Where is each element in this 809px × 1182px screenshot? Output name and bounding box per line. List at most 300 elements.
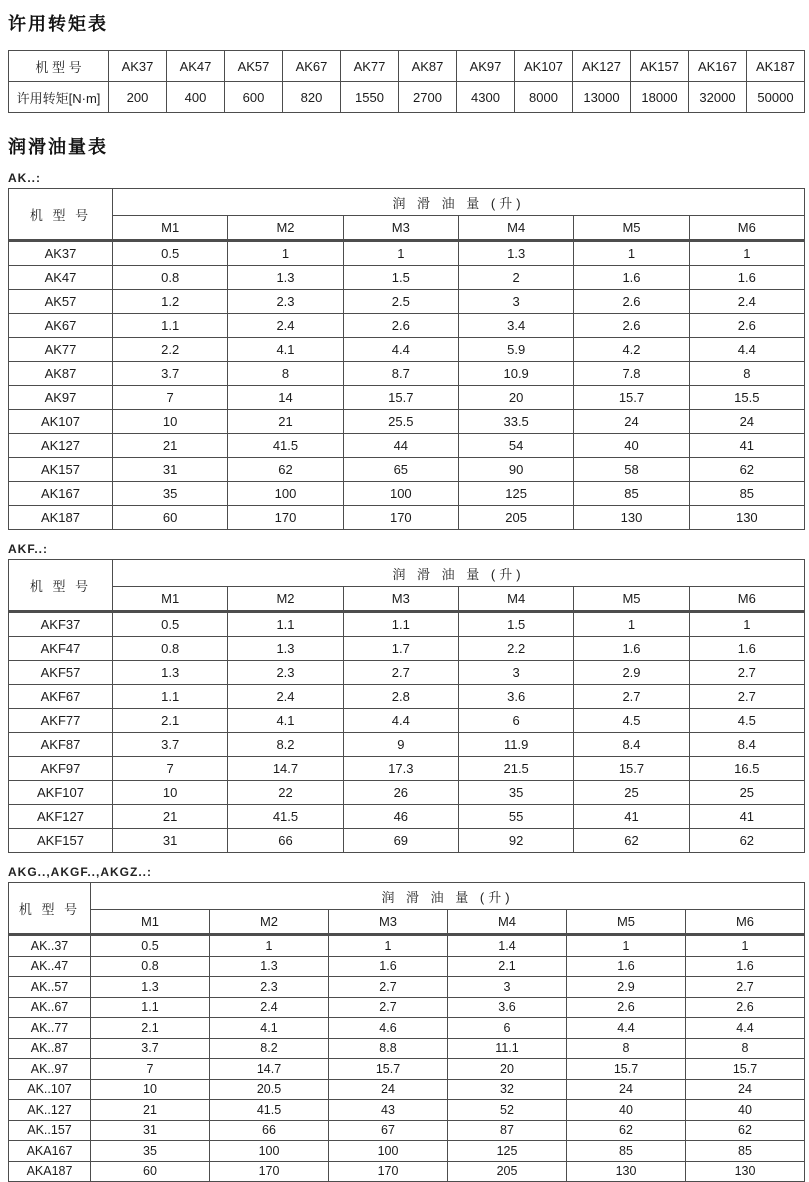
oil-value-cell: 2.7 [689,661,804,685]
oil-table-row [9,410,805,434]
oil-table-row [9,733,805,757]
torque-value-cell: 4300 [457,82,515,113]
oil-value-cell: 4.5 [574,709,689,733]
oil-value-cell: 2.9 [574,661,689,685]
oil-value-cell: 100 [343,482,458,506]
model-cell: AK187 [9,506,113,530]
oil-table-row [9,266,805,290]
model-cell: AK..37 [9,935,91,957]
oil-table-row [9,977,805,998]
oil-value-cell: 170 [228,506,343,530]
oil-value-cell: 25.5 [343,410,458,434]
oil-value-cell: 2.3 [210,977,329,998]
oil-value-cell: 2.7 [329,997,448,1018]
oil-value-cell: 0.5 [91,935,210,957]
oil-value-cell: 16.5 [689,757,804,781]
torque-value-cell: 50000 [747,82,805,113]
oil-value-cell: 1.3 [458,241,573,266]
oil-value-cell: 8 [689,362,804,386]
oil-value-cell: 2.4 [228,314,343,338]
model-cell: AK..107 [9,1079,91,1100]
oil-value-cell: 85 [686,1141,805,1162]
oil-value-cell: 35 [113,482,228,506]
oil-value-cell: 170 [343,506,458,530]
oil-value-cell: 205 [458,506,573,530]
torque-value-cell: 2700 [399,82,457,113]
oil-value-cell: 85 [567,1141,686,1162]
oil-value-cell: 69 [343,829,458,853]
model-cell: AK..157 [9,1120,91,1141]
oil-value-cell: 2 [458,266,573,290]
m-column-header: M2 [210,910,329,935]
oil-table-row [9,1120,805,1141]
oil-value-cell: 1.5 [343,266,458,290]
oil-value-cell: 92 [458,829,573,853]
model-cell: AK37 [9,241,113,266]
oil-value-cell: 54 [458,434,573,458]
oil-value-cell: 1.3 [228,266,343,290]
oil-value-cell: 100 [228,482,343,506]
model-cell: AK97 [9,386,113,410]
oil-value-cell: 2.7 [689,685,804,709]
oil-value-cell: 130 [686,1161,805,1182]
oil-tables-container [8,171,805,1182]
oil-value-cell: 100 [210,1141,329,1162]
oil-table-row [9,1141,805,1162]
oil-value-cell: 2.6 [574,290,689,314]
oil-value-cell: 41 [689,805,804,829]
oil-value-cell: 62 [228,458,343,482]
oil-value-cell: 24 [329,1079,448,1100]
oil-table-row [9,482,805,506]
oil-value-cell: 8 [686,1038,805,1059]
oil-value-cell: 62 [574,829,689,853]
oil-table-row [9,314,805,338]
oil-value-cell: 31 [91,1120,210,1141]
model-cell: AK..127 [9,1100,91,1121]
torque-table [8,50,805,113]
oil-value-cell: 87 [448,1120,567,1141]
torque-value-cell: 600 [225,82,283,113]
model-cell: AKF47 [9,637,113,661]
torque-model-row-label: 机 型 号 [9,51,109,82]
oil-value-cell: 31 [113,458,228,482]
oil-value-cell: 205 [448,1161,567,1182]
oil-value-cell: 0.8 [113,266,228,290]
m-column-header: M2 [228,587,343,612]
torque-model-cell: AK107 [515,51,573,82]
oil-value-cell: 1.1 [113,314,228,338]
oil-value-cell: 125 [458,482,573,506]
oil-value-cell: 4.4 [689,338,804,362]
oil-value-cell: 4.5 [689,709,804,733]
oil-value-cell: 1.6 [574,637,689,661]
oil-value-cell: 8 [567,1038,686,1059]
oil-value-cell: 35 [458,781,573,805]
model-cell: AK..47 [9,956,91,977]
torque-value-cell: 8000 [515,82,573,113]
oil-table [8,559,805,853]
model-cell: AK..67 [9,997,91,1018]
oil-value-cell: 2.3 [228,661,343,685]
oil-value-cell: 2.4 [228,685,343,709]
oil-value-cell: 41.5 [228,805,343,829]
m-column-header: M2 [228,216,343,241]
oil-table-subtitle: AKF..: [8,542,48,556]
oil-value-cell: 41 [574,805,689,829]
oil-table-row [9,612,805,637]
oil-value-cell: 40 [686,1100,805,1121]
oil-value-cell: 1 [689,241,804,266]
oil-value-cell: 15.7 [343,386,458,410]
torque-value-row [9,82,805,113]
oil-table-row [9,757,805,781]
model-cell: AKF157 [9,829,113,853]
oil-value-cell: 40 [567,1100,686,1121]
torque-value-cell: 200 [109,82,167,113]
oil-table-row [9,386,805,410]
oil-table-row [9,338,805,362]
oil-value-cell: 21 [91,1100,210,1121]
oil-table-row [9,709,805,733]
oil-value-cell: 14.7 [228,757,343,781]
oil-value-cell: 1.2 [113,290,228,314]
oil-table-row [9,506,805,530]
oil-value-cell: 4.1 [228,338,343,362]
oil-value-cell: 9 [343,733,458,757]
oil-value-cell: 60 [113,506,228,530]
oil-value-cell: 130 [567,1161,686,1182]
oil-value-cell: 2.7 [343,661,458,685]
oil-value-cell: 2.2 [458,637,573,661]
oil-value-cell: 1.1 [343,612,458,637]
oil-value-cell: 43 [329,1100,448,1121]
oil-value-cell: 130 [574,506,689,530]
model-cell: AK47 [9,266,113,290]
oil-value-cell: 66 [228,829,343,853]
oil-value-cell: 11.1 [448,1038,567,1059]
model-cell: AK..97 [9,1059,91,1080]
oil-value-cell: 44 [343,434,458,458]
oil-value-cell: 2.7 [329,977,448,998]
oil-value-cell: 1.6 [689,637,804,661]
oil-table-row [9,781,805,805]
oil-value-cell: 1 [567,935,686,957]
model-cell: AKF107 [9,781,113,805]
oil-value-cell: 8.7 [343,362,458,386]
torque-model-cell: AK67 [283,51,341,82]
oil-value-cell: 8.4 [689,733,804,757]
oil-value-cell: 4.4 [343,709,458,733]
oil-value-cell: 15.7 [329,1059,448,1080]
oil-value-cell: 3.6 [458,685,573,709]
oil-value-cell: 1 [329,935,448,957]
oil-value-cell: 62 [686,1120,805,1141]
oil-value-cell: 62 [689,829,804,853]
oil-value-cell: 10 [91,1079,210,1100]
oil-value-cell: 1.1 [91,997,210,1018]
oil-value-cell: 40 [574,434,689,458]
oil-value-cell: 4.1 [228,709,343,733]
oil-value-cell: 41.5 [228,434,343,458]
oil-table-row [9,637,805,661]
oil-value-cell: 0.8 [91,956,210,977]
oil-value-cell: 21 [113,805,228,829]
oil-value-cell: 6 [458,709,573,733]
oil-value-cell: 4.6 [329,1018,448,1039]
oil-value-cell: 21.5 [458,757,573,781]
oil-value-cell: 2.7 [686,977,805,998]
m-column-header: M3 [329,910,448,935]
oil-table-row [9,997,805,1018]
oil-table-row [9,434,805,458]
oil-value-cell: 3 [458,290,573,314]
oil-table-row [9,935,805,957]
oil-value-cell: 11.9 [458,733,573,757]
oil-value-cell: 1 [228,241,343,266]
model-cell: AKA187 [9,1161,91,1182]
oil-table-row [9,805,805,829]
oil-value-cell: 3.7 [113,362,228,386]
oil-table [8,882,805,1182]
oil-value-cell: 10.9 [458,362,573,386]
oil-value-cell: 10 [113,781,228,805]
oil-value-cell: 14.7 [210,1059,329,1080]
oil-value-cell: 15.7 [686,1059,805,1080]
oil-header-row-m [9,216,805,241]
oil-value-cell: 15.5 [689,386,804,410]
oil-value-cell: 3.7 [113,733,228,757]
oil-value-cell: 7 [113,757,228,781]
oil-value-cell: 2.6 [686,997,805,1018]
oil-value-cell: 4.4 [343,338,458,362]
oil-header-row-m [9,910,805,935]
oil-value-cell: 52 [448,1100,567,1121]
torque-model-cell: AK57 [225,51,283,82]
oil-value-cell: 85 [574,482,689,506]
oil-value-cell: 41.5 [210,1100,329,1121]
m-column-header: M5 [574,587,689,612]
oil-value-cell: 4.4 [686,1018,805,1039]
oil-value-cell: 15.7 [574,757,689,781]
model-cell: AKF97 [9,757,113,781]
torque-value-cell: 400 [167,82,225,113]
oil-value-cell: 4.4 [567,1018,686,1039]
model-cell: AKF87 [9,733,113,757]
oil-value-cell: 14 [228,386,343,410]
oil-value-cell: 21 [113,434,228,458]
oil-value-cell: 1.6 [574,266,689,290]
oil-value-cell: 55 [458,805,573,829]
oil-value-cell: 2.1 [448,956,567,977]
model-cell: AK..57 [9,977,91,998]
oil-value-cell: 15.7 [567,1059,686,1080]
oil-value-cell: 1 [686,935,805,957]
torque-model-row [9,51,805,82]
oil-value-cell: 1.6 [689,266,804,290]
oil-value-cell: 2.2 [113,338,228,362]
oil-header-row-m [9,587,805,612]
oil-value-cell: 22 [228,781,343,805]
oil-value-cell: 2.3 [228,290,343,314]
oil-value-cell: 1 [210,935,329,957]
oil-table-row [9,829,805,853]
oil-value-cell: 100 [329,1141,448,1162]
oil-value-cell: 33.5 [458,410,573,434]
model-header-cell: 机 型 号 [9,189,113,241]
oil-table-row [9,1018,805,1039]
oil-value-cell: 20 [448,1059,567,1080]
oil-table-row [9,1079,805,1100]
model-cell: AK157 [9,458,113,482]
oil-value-cell: 8.2 [210,1038,329,1059]
m-column-header: M1 [113,216,228,241]
torque-value-cell: 1550 [341,82,399,113]
oil-value-cell: 35 [91,1141,210,1162]
oil-table-row [9,362,805,386]
torque-model-cell: AK127 [573,51,631,82]
torque-model-cell: AK187 [747,51,805,82]
m-column-header: M5 [567,910,686,935]
m-column-header: M1 [113,587,228,612]
model-cell: AKF67 [9,685,113,709]
oil-table-row [9,241,805,266]
oil-value-cell: 7.8 [574,362,689,386]
oil-value-cell: 1 [574,241,689,266]
oil-value-cell: 41 [689,434,804,458]
oil-value-cell: 170 [329,1161,448,1182]
oil-value-cell: 1.5 [458,612,573,637]
oil-value-cell: 2.4 [210,997,329,1018]
oil-value-cell: 5.9 [458,338,573,362]
oil-value-cell: 4.2 [574,338,689,362]
oil-value-cell: 0.5 [113,612,228,637]
oil-value-cell: 2.5 [343,290,458,314]
m-column-header: M6 [689,587,804,612]
oil-value-cell: 1.3 [228,637,343,661]
oil-value-cell: 2.7 [574,685,689,709]
oil-value-cell: 1.6 [329,956,448,977]
torque-value-cell: 13000 [573,82,631,113]
oil-value-cell: 7 [113,386,228,410]
m-column-header: M5 [574,216,689,241]
model-header-cell: 机 型 号 [9,883,91,935]
oil-value-cell: 24 [567,1079,686,1100]
oil-value-cell: 2.9 [567,977,686,998]
oil-value-cell: 2.6 [343,314,458,338]
oil-value-cell: 58 [574,458,689,482]
model-cell: AK87 [9,362,113,386]
model-cell: AK67 [9,314,113,338]
oil-table-row [9,1038,805,1059]
model-cell: AK107 [9,410,113,434]
oil-value-cell: 3.6 [448,997,567,1018]
oil-value-cell: 3 [448,977,567,998]
model-cell: AK77 [9,338,113,362]
oil-value-cell: 32 [448,1079,567,1100]
torque-model-cell: AK77 [341,51,399,82]
m-column-header: M3 [343,587,458,612]
oil-table-row [9,458,805,482]
oil-value-cell: 2.6 [689,314,804,338]
oil-value-cell: 8.2 [228,733,343,757]
oil-table-row [9,1100,805,1121]
oil-value-cell: 2.6 [567,997,686,1018]
oil-value-cell: 24 [689,410,804,434]
oil-table-subtitle: AK..: [8,171,41,185]
oil-value-cell: 21 [228,410,343,434]
torque-value-cell: 820 [283,82,341,113]
m-column-header: M4 [448,910,567,935]
oil-value-cell: 65 [343,458,458,482]
model-cell: AKF127 [9,805,113,829]
oil-table-row [9,685,805,709]
oil-table-row [9,1059,805,1080]
oil-value-cell: 2.8 [343,685,458,709]
torque-model-cell: AK47 [167,51,225,82]
oil-table-row [9,956,805,977]
oil-value-cell: 8 [228,362,343,386]
oil-value-cell: 67 [329,1120,448,1141]
oil-table-title: 润滑油量表 [8,137,108,157]
oil-value-cell: 1.1 [228,612,343,637]
oil-value-cell: 20 [458,386,573,410]
oil-value-cell: 1.7 [343,637,458,661]
oil-value-cell: 62 [689,458,804,482]
oil-value-cell: 8.8 [329,1038,448,1059]
oil-value-cell: 3.4 [458,314,573,338]
model-header-cell: 机 型 号 [9,560,113,612]
torque-model-cell: AK87 [399,51,457,82]
model-cell: AK167 [9,482,113,506]
oil-value-cell: 62 [567,1120,686,1141]
torque-model-cell: AK167 [689,51,747,82]
m-column-header: M4 [458,216,573,241]
oil-value-cell: 125 [448,1141,567,1162]
oil-value-cell: 130 [689,506,804,530]
oil-value-cell: 46 [343,805,458,829]
m-column-header: M6 [686,910,805,935]
oil-value-cell: 1 [689,612,804,637]
oil-value-cell: 20.5 [210,1079,329,1100]
oil-value-cell: 0.5 [113,241,228,266]
m-column-header: M4 [458,587,573,612]
model-cell: AK..77 [9,1018,91,1039]
oil-value-cell: 66 [210,1120,329,1141]
oil-value-cell: 170 [210,1161,329,1182]
model-cell: AK57 [9,290,113,314]
torque-model-cell: AK37 [109,51,167,82]
oil-table-row [9,290,805,314]
torque-model-cell: AK157 [631,51,689,82]
oil-value-cell: 25 [689,781,804,805]
oil-value-cell: 26 [343,781,458,805]
oil-value-cell: 24 [686,1079,805,1100]
torque-value-row-label: 许用转矩[N·m] [9,82,109,113]
oil-value-cell: 17.3 [343,757,458,781]
oil-header-row-span [9,189,805,216]
oil-value-cell: 0.8 [113,637,228,661]
oil-quantity-header-cell: 润 滑 油 量 (升) [113,560,805,587]
oil-value-cell: 7 [91,1059,210,1080]
oil-value-cell: 1 [343,241,458,266]
oil-value-cell: 24 [574,410,689,434]
oil-value-cell: 8.4 [574,733,689,757]
oil-value-cell: 2.1 [113,709,228,733]
oil-header-row-span [9,883,805,910]
oil-value-cell: 25 [574,781,689,805]
model-cell: AKA167 [9,1141,91,1162]
